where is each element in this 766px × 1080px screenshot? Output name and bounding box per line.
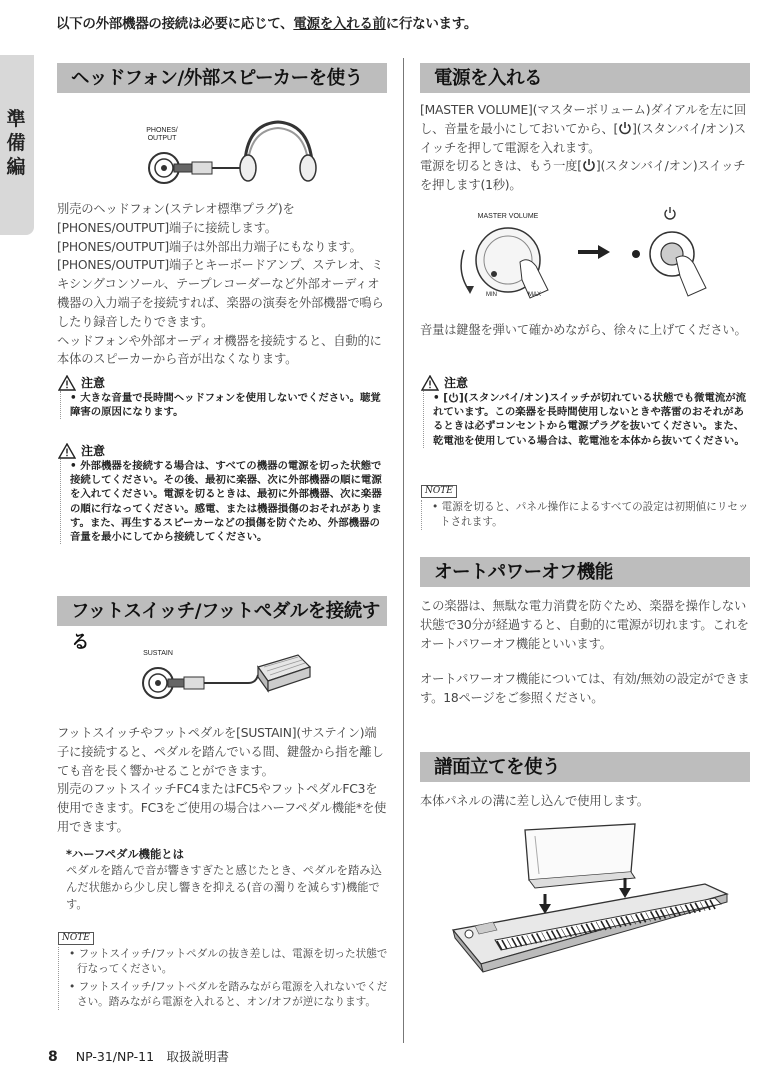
footswitch-illustration	[138, 645, 318, 705]
music-rest-title: 譜面立てを使う	[420, 752, 750, 782]
caution-title-1: 注意	[81, 376, 106, 390]
column-divider	[403, 58, 404, 1043]
power-body	[420, 101, 750, 195]
phones-output-label	[146, 127, 178, 142]
intro-post: に行ないます。	[385, 16, 478, 32]
power-icon	[582, 158, 596, 172]
warning-icon	[58, 443, 76, 459]
caution-heading-1	[58, 374, 388, 391]
warning-icon	[58, 375, 76, 391]
footswitch-body: フットスイッチやフットペダルを[SUSTAIN](サステイン)端子に接続すると、ペダルを踏んでいる間、鍵盤から指を離しても音を長く響かせることができます。 別売のフットスイッチFC4またはFC5やフットペダルFC3を使用できます。FC3をご使用の場合はハーフペダル機能*を使用できます。	[57, 726, 387, 834]
caution-text-1: • 大きな音量で長時間ヘッドフォンを使用しないでください。聴覚障害の原因になります。	[60, 391, 388, 419]
power-body-part-1: [MASTER VOLUME](マスターボリューム)ダイアルを左に回し、音量を最小にしておいてから、[	[420, 103, 747, 136]
headphone-illustration	[140, 116, 320, 196]
power-after-text: 音量は鍵盤を弾いて確かめながら、徐々に上げてください。	[420, 323, 747, 337]
power-caution-block	[421, 374, 751, 448]
note-tag: NOTE	[58, 932, 94, 945]
power-body-part-3: 電源を切るときは、もう一度[	[420, 159, 582, 174]
min-label: MIN	[486, 292, 497, 298]
power-caution-heading	[421, 374, 751, 391]
caution-text-2: • 外部機器を接続する場合は、すべての機器の電源を切った状態で接続してください。その後、最初に楽器、次に外部機器の順に電源を入れてください。電源を切るときは、最初に外部機器、次に楽器の順に行なってください。感電、または機器損傷のおそれがあります。また、再生するスピーカーなどの損傷を防ぐため、外部機器の音量を最小にしてから接続してください。	[60, 459, 388, 544]
manual-title: NP-31/NP-11 取扱説明書	[75, 1049, 230, 1064]
caution-title-2: 注意	[81, 444, 106, 458]
power-caution-pre: • [	[433, 392, 449, 404]
note-tag: NOTE	[421, 485, 457, 498]
power-icon	[448, 392, 459, 403]
power-illustration	[450, 200, 730, 305]
warning-icon	[421, 375, 439, 391]
intro-pre: 以下の外部機器の接続は必要に応じて、	[56, 16, 294, 32]
sustain-label: SUSTAIN	[143, 650, 173, 657]
auto-power-off-p2: オートパワーオフ機能については、有効/無効の設定ができます。18ページをご参照ください。	[420, 672, 750, 705]
power-section-title: 電源を入れる	[420, 63, 750, 93]
power-caution-title: 注意	[444, 376, 469, 390]
half-pedal-text: ペダルを踏んで音が響きすぎたと感じたとき、ペダルを踏み込んだ状態から少し戻し響きを抑える(音の濁りを減らす)機能です。	[66, 864, 382, 912]
power-caution-text	[423, 391, 751, 448]
power-note-1: • 電源を切ると、パネル操作によるすべての設定は初期値にリセットされます。	[432, 501, 749, 528]
side-tab-label: 準 備 編	[6, 108, 26, 178]
power-body-part-4: ](スタンバイ/オン)スイッチを押します(1秒)。	[420, 159, 746, 193]
music-rest-illustration	[445, 822, 735, 982]
auto-power-off-p1: この楽器は、無駄な電力消費を防ぐため、楽器を操作しない状態で30分が経過すると、自動的に電源が切れます。これをオートパワーオフ機能といいます。	[420, 599, 749, 651]
phones-label-l1: PHONES/	[146, 127, 178, 134]
intro-text	[56, 12, 477, 32]
caution-heading-2	[58, 442, 388, 459]
headphone-section-title: ヘッドフォン/外部スピーカーを使う	[57, 63, 387, 93]
power-body-part-2: ](スタンバイ/オン)スイッチを押して電源を入れます。	[420, 121, 746, 155]
phones-label-l2: OUTPUT	[147, 135, 177, 142]
page-number: 8	[48, 1049, 58, 1065]
power-icon	[618, 121, 632, 135]
caution-block-1	[58, 374, 388, 419]
power-note	[421, 478, 751, 530]
max-label: MAX	[528, 292, 542, 298]
footswitch-section-title: フットスイッチ/フットペダルを接続する	[57, 596, 387, 626]
page-footer	[48, 1047, 229, 1065]
intro-underlined: 電源を入れる前	[293, 16, 386, 32]
power-caution-body: ](スタンバイ/オン)スイッチが切れている状態でも微電流が流れています。この楽器を長時間使用しないときや落雷のおそれがあるときは必ずコンセントから電源プラグを抜いてください。また、乾電池を使用している場合は、乾電池を本体から抜いてください。	[433, 392, 747, 447]
footswitch-note-list	[58, 947, 388, 1010]
side-tab	[0, 55, 34, 235]
auto-power-off-title: オートパワーオフ機能	[420, 557, 750, 587]
footswitch-note-2: • フットスイッチ/フットペダルを踏みながら電源を入れないでください。踏みながら電源を入れると、オン/オフが逆になります。	[69, 981, 388, 1008]
caution-block-2	[58, 442, 388, 544]
footswitch-note	[58, 925, 388, 1010]
music-rest-body: 本体パネルの溝に差し込んで使用します。	[420, 794, 649, 808]
master-volume-label: MASTER VOLUME	[477, 213, 539, 220]
headphone-body: 別売のヘッドフォン(ステレオ標準プラグ)を[PHONES/OUTPUT]端子に接続します。 [PHONES/OUTPUT]端子は外部出力端子にもなります。[PHONES/OUTPUT]端子とキーボードアンプ、ステレオ、ミキシングコンソール、テープレコーダーなど外部オーディオ機器の入力端子を接続すれば、楽器の演奏を外部機器で鳴らしたり録音したりできます。 ヘッドフォンや外部オーディオ機器を接続すると、自動的に本体のスピーカーから音が出なくなります。	[57, 202, 384, 367]
power-note-list	[421, 500, 751, 530]
footswitch-note-1: • フットスイッチ/フットペダルの抜き差しは、電源を切った状態で行なってください。	[69, 948, 388, 975]
half-pedal-title: *ハーフペダル機能とは	[66, 848, 184, 861]
